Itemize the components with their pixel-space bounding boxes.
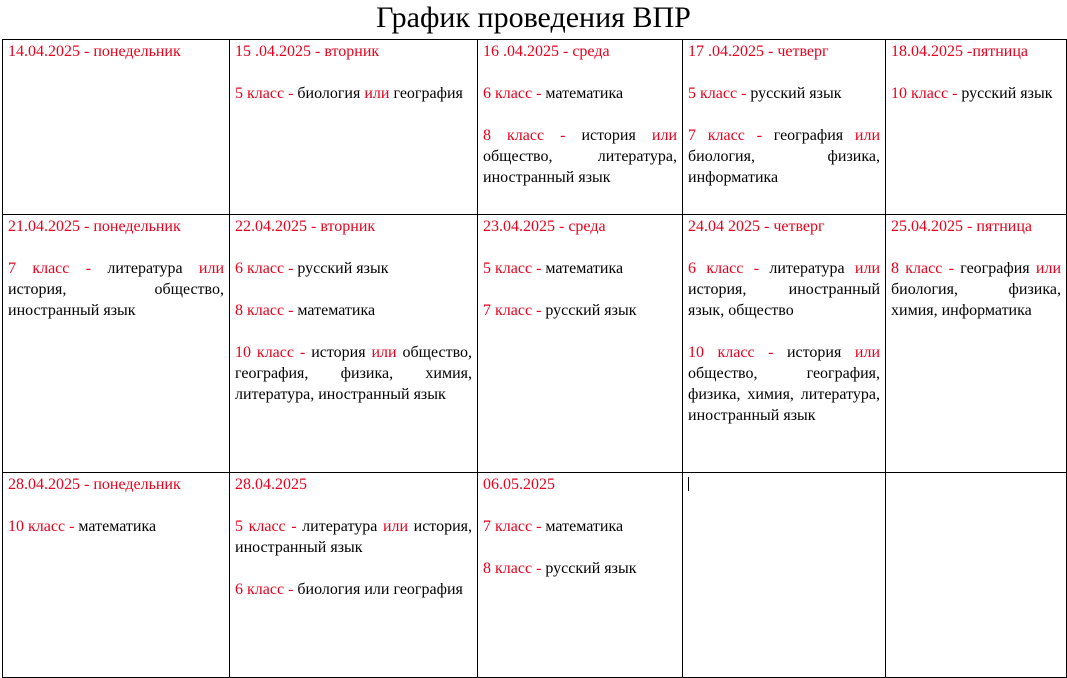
dash-separator: - <box>532 518 546 535</box>
class-label: 5 класс <box>688 85 738 102</box>
schedule-row <box>3 215 1067 473</box>
class-label: 10 класс <box>8 518 66 535</box>
class-label: 6 класс <box>235 260 285 277</box>
class-label: 6 класс <box>235 581 285 598</box>
day-date: 23.04.2025 - среда <box>483 218 606 235</box>
subject-text: история <box>581 127 652 144</box>
exam-entry <box>483 83 677 104</box>
exam-entry <box>8 258 224 321</box>
subject-text: русский язык <box>545 560 637 577</box>
dash-separator: - <box>284 85 298 102</box>
exam-entry <box>688 342 880 426</box>
class-label: 7 класс <box>8 260 70 277</box>
dash-separator: - <box>743 260 770 277</box>
subject-text: математика <box>545 85 624 102</box>
schedule-cell <box>230 215 478 473</box>
subject-text: история, иностранный язык, общество <box>688 281 880 319</box>
subject-text: литература <box>302 518 383 535</box>
subject-text: русский язык <box>297 260 389 277</box>
subject-text: русский язык <box>750 85 842 102</box>
schedule-cell <box>683 473 886 678</box>
subject-text: русский язык <box>961 85 1053 102</box>
class-label: 5 класс <box>235 85 285 102</box>
exam-entry <box>483 258 677 279</box>
class-label: 8 класс <box>483 560 533 577</box>
schedule-cell <box>478 40 683 215</box>
exam-entry <box>235 516 472 558</box>
dash-separator: - <box>744 127 774 144</box>
exam-entry <box>235 579 472 600</box>
exam-entry <box>688 83 880 104</box>
class-label: 10 класс <box>235 344 294 361</box>
or-conjunction: или <box>382 518 409 535</box>
day-date: 15 .04.2025 - вторник <box>235 43 380 60</box>
exam-entry <box>483 125 677 188</box>
subject-text: биология или география <box>297 581 463 598</box>
class-label: 5 класс <box>235 518 286 535</box>
schedule-cell <box>478 473 683 678</box>
dash-separator: - <box>942 260 961 277</box>
schedule-cell <box>478 215 683 473</box>
page-title: График проведения ВПР <box>376 1 691 34</box>
day-date: 28.04.2025 - понедельник <box>8 476 181 493</box>
exam-entry <box>483 558 677 579</box>
dash-separator: - <box>737 85 751 102</box>
subject-text: история <box>311 344 372 361</box>
or-conjunction: или <box>854 344 880 361</box>
subject-text: биология <box>297 85 365 102</box>
day-date: 22.04.2025 - вторник <box>235 218 376 235</box>
dash-separator: - <box>948 85 962 102</box>
class-label: 7 класс <box>688 127 745 144</box>
subject-text: литература <box>769 260 855 277</box>
or-conjunction: или <box>651 127 677 144</box>
schedule-cell <box>886 473 1067 678</box>
class-label: 6 класс <box>483 85 533 102</box>
schedule-cell <box>3 473 230 678</box>
exam-entry <box>483 300 677 321</box>
dash-separator: - <box>69 260 108 277</box>
dash-separator: - <box>532 560 546 577</box>
dash-separator: - <box>754 344 787 361</box>
schedule-cell <box>3 215 230 473</box>
subject-text: русский язык <box>545 302 637 319</box>
exam-entry <box>891 258 1061 321</box>
class-label: 7 класс <box>483 518 533 535</box>
schedule-table <box>2 39 1067 678</box>
schedule-cell <box>886 215 1067 473</box>
or-conjunction: или <box>371 344 397 361</box>
subject-text: биология, физика, информатика <box>688 148 880 186</box>
dash-separator: - <box>284 260 298 277</box>
exam-entry <box>235 258 472 279</box>
subject-text: география <box>389 85 463 102</box>
dash-separator: - <box>294 344 312 361</box>
subject-text: математика <box>78 518 157 535</box>
day-date: 21.04.2025 - понедельник <box>8 218 181 235</box>
or-conjunction: или <box>854 260 880 277</box>
class-label: 8 класс <box>235 302 285 319</box>
dash-separator: - <box>65 518 79 535</box>
dash-separator: - <box>544 127 582 144</box>
subject-text: география <box>960 260 1036 277</box>
day-date: 14.04.2025 - понедельник <box>8 43 181 60</box>
schedule-cell <box>230 473 478 678</box>
subject-text: математика <box>545 518 624 535</box>
subject-text: литература <box>107 260 199 277</box>
exam-entry <box>688 125 880 188</box>
day-date: 25.04.2025 - пятница <box>891 218 1033 235</box>
day-date: 16 .04.2025 - среда <box>483 43 610 60</box>
day-date: 24.04 2025 - четверг <box>688 218 825 235</box>
dash-separator: - <box>284 581 298 598</box>
or-conjunction: или <box>854 127 881 144</box>
dash-separator: - <box>284 302 298 319</box>
dash-separator: - <box>532 85 546 102</box>
exam-entry <box>8 516 224 537</box>
subject-text: история, общество, иностранный язык <box>8 281 224 319</box>
schedule-cell <box>886 40 1067 215</box>
exam-entry <box>235 83 472 104</box>
subject-text: математика <box>545 260 624 277</box>
class-label: 10 класс <box>688 344 755 361</box>
day-date: 28.04.2025 <box>235 476 307 493</box>
exam-entry <box>235 342 472 405</box>
day-date: 18.04.2025 -пятница <box>891 43 1029 60</box>
or-conjunction: или <box>364 85 390 102</box>
day-date: 06.05.2025 <box>483 476 555 493</box>
schedule-cell <box>683 215 886 473</box>
exam-entry <box>891 83 1061 104</box>
subject-text: география <box>773 127 855 144</box>
class-label: 8 класс <box>483 127 545 144</box>
subject-text: общество, литература, иностранный язык <box>483 148 677 186</box>
class-label: 5 класс <box>483 260 533 277</box>
class-label: 10 класс <box>891 85 949 102</box>
schedule-row <box>3 473 1067 678</box>
subject-text: история, иностранный язык <box>235 518 473 556</box>
schedule-row <box>3 40 1067 215</box>
or-conjunction: или <box>1035 260 1062 277</box>
subject-text: история <box>786 344 855 361</box>
class-label: 8 класс <box>891 260 943 277</box>
dash-separator: - <box>532 302 546 319</box>
exam-entry <box>688 258 880 321</box>
or-conjunction: или <box>198 260 224 277</box>
schedule-cell <box>230 40 478 215</box>
dash-separator: - <box>532 260 546 277</box>
class-label: 7 класс <box>483 302 533 319</box>
subject-text: общество, география, физика, химия, литература, иностранный язык <box>688 365 880 424</box>
exam-entry <box>483 516 677 537</box>
subject-text: биология, физика, химия, информатика <box>891 281 1061 319</box>
class-label: 6 класс <box>688 260 744 277</box>
text-cursor <box>688 477 689 491</box>
schedule-cell <box>683 40 886 215</box>
schedule-cell <box>3 40 230 215</box>
exam-entry <box>235 300 472 321</box>
subject-text: математика <box>297 302 376 319</box>
day-date: 17 .04.2025 - четверг <box>688 43 829 60</box>
dash-separator: - <box>285 518 303 535</box>
subject-text: общество, география, физика, химия, литература, иностранный язык <box>235 344 473 403</box>
